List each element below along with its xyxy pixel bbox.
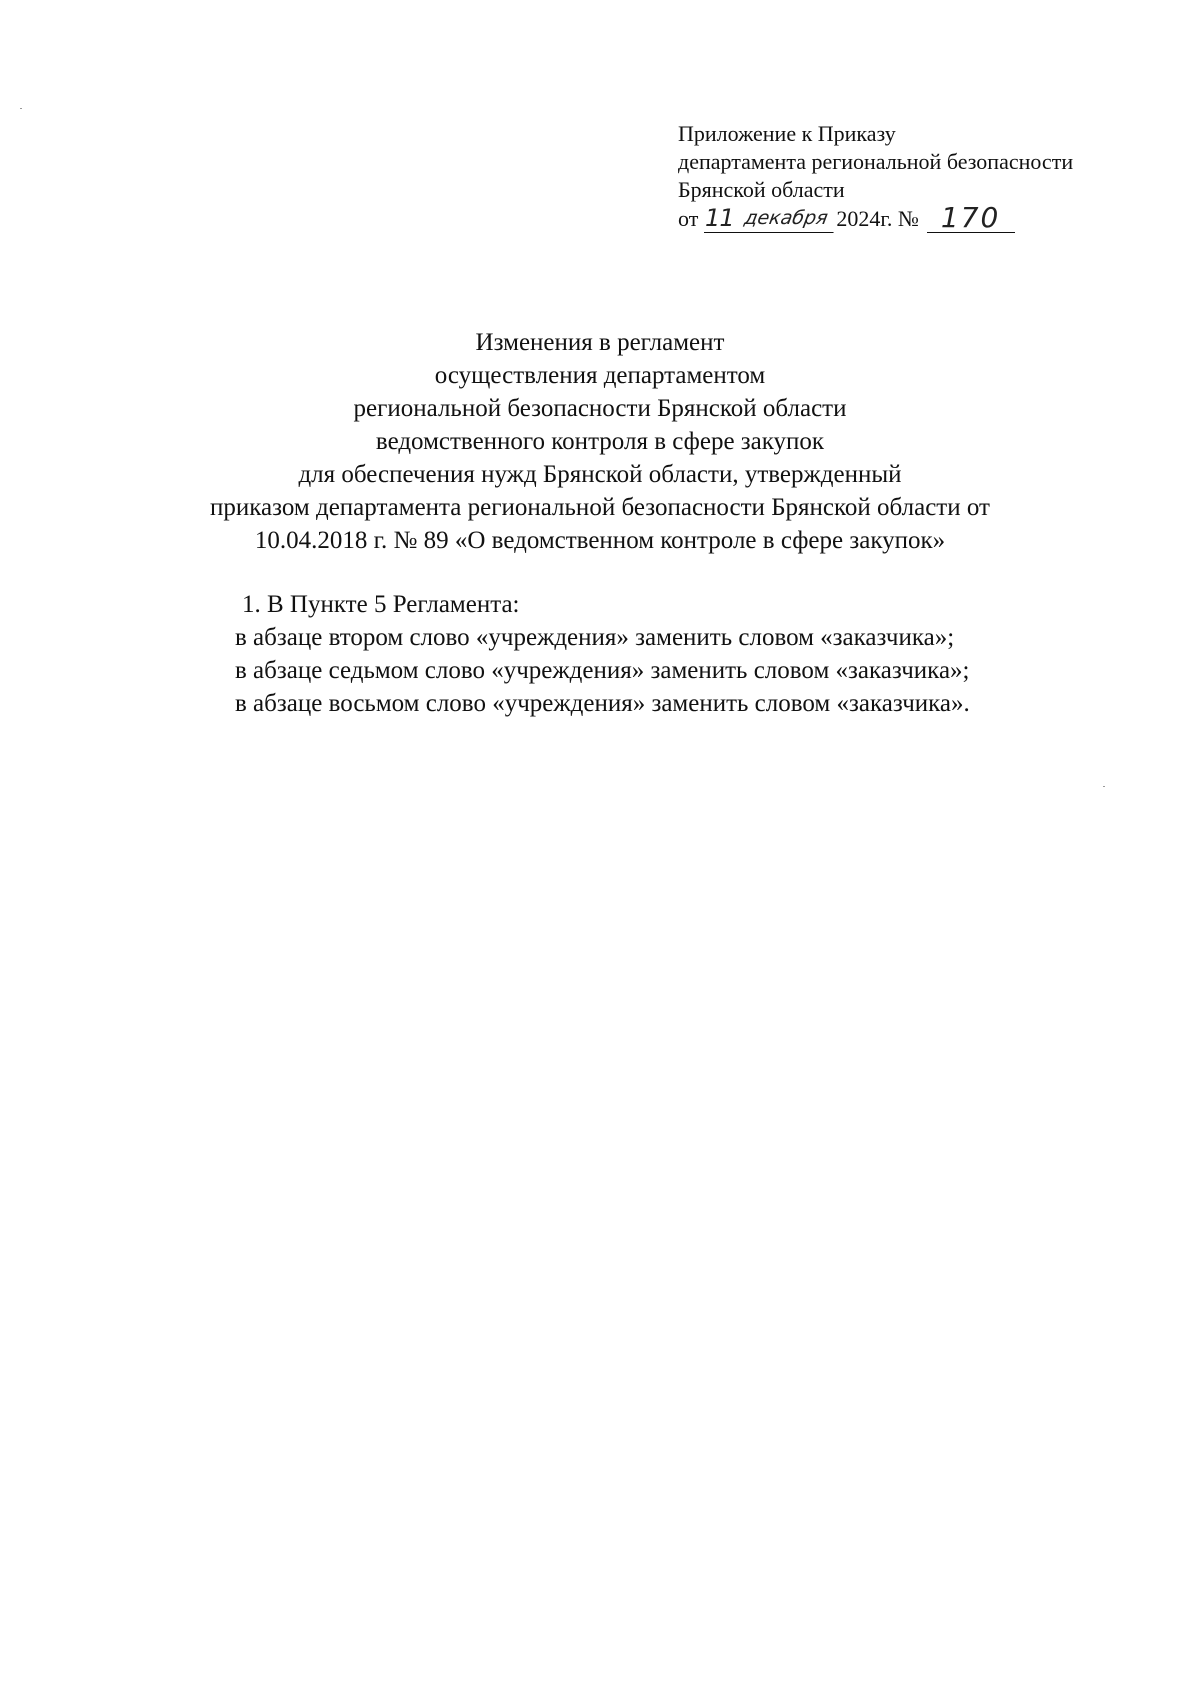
handwritten-month: декабря [734,204,839,233]
appendix-line-1: Приложение к Приказу [678,121,896,146]
title-line: Изменения в регламент [475,329,725,356]
document-title [150,326,1050,557]
title-line: для обеспечения нужд Брянской области, утвержденный [298,461,902,488]
amendment-paragraph: в абзаце восьмом слово «учреждения» заменить словом «заказчика». [235,690,970,717]
title-line: 10.04.2018 г. № 89 «О ведомственном контроле в сфере закупок» [254,527,946,554]
item-heading: 1. В Пункте 5 Регламента: [242,591,520,618]
handwritten-day: 11 [705,204,734,232]
title-line: приказом департамента региональной безопасности Брянской области от [210,494,990,521]
appendix-line-2: департамента региональной безопасности [678,149,1074,174]
appendix-line-3: Брянской области [678,177,845,202]
scan-speck [1103,786,1105,787]
date-prefix: от [678,206,699,231]
handwritten-order-number: 170 [927,204,1015,233]
scan-speck [20,108,22,109]
date-year: 2024г. № [836,206,919,231]
appendix-date-line [678,201,1148,234]
amendment-paragraph: в абзаце седьмом слово «учреждения» заменить словом «заказчика»; [235,657,970,684]
title-line: ведомственного контроля в сфере закупок [375,428,825,455]
title-line: региональной безопасности Брянской области [353,395,847,422]
document-body [235,588,1135,720]
title-line: осуществления департаментом [434,362,766,389]
appendix-header [678,120,1148,233]
amendment-paragraph: в абзаце втором слово «учреждения» заменить словом «заказчика»; [235,624,955,651]
